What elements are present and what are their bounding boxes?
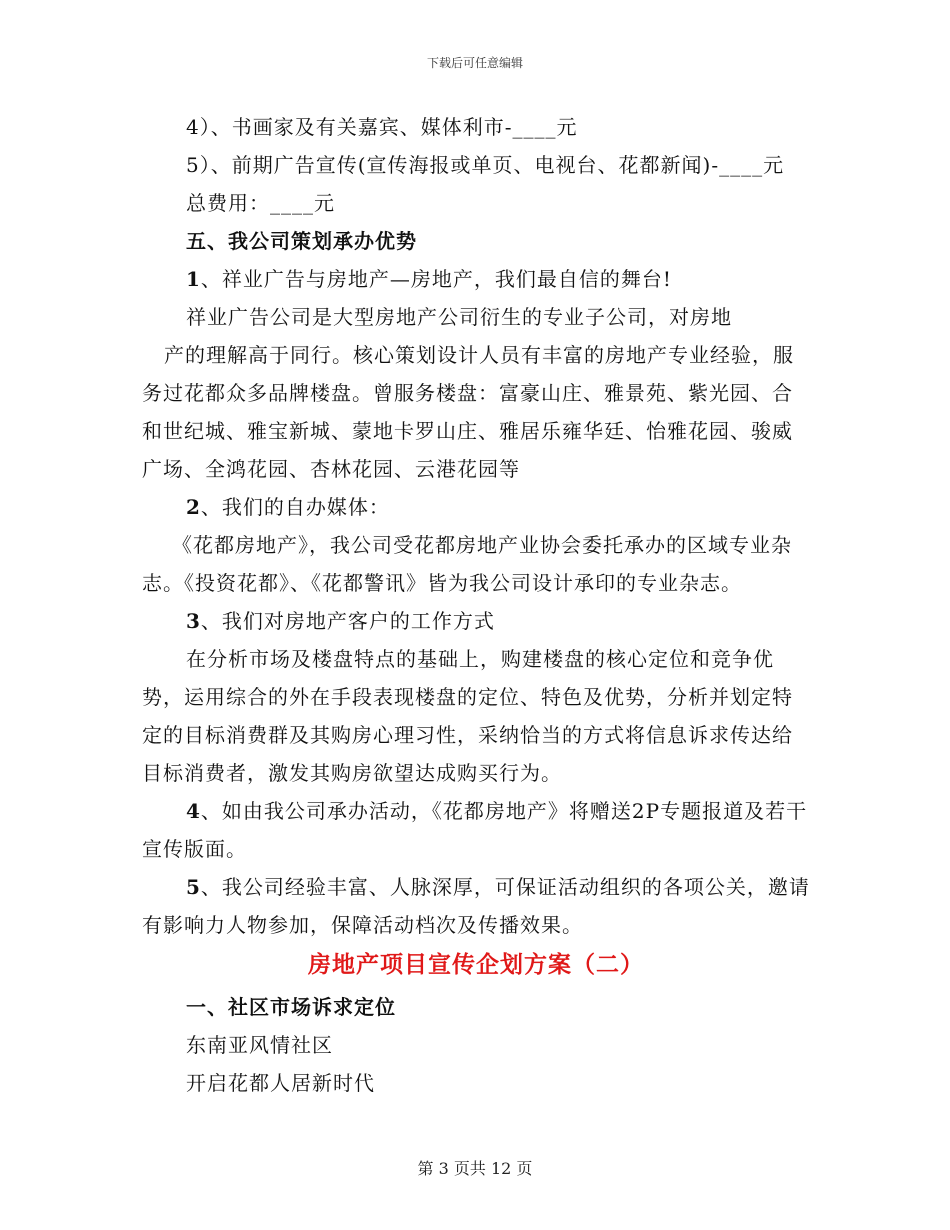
section-5-heading: 五、我公司策划承办优势 [186,229,417,253]
advantage-4-number: 4 [186,799,201,823]
advantage-3-number: 3 [186,609,201,633]
advantage-1-number: 1 [186,267,201,291]
document-body [142,108,810,1102]
advantage-1-text: 、祥业广告与房地产—房地产，我们最自信的舞台! [200,267,672,291]
advantage-2-text: 、我们的自办媒体： [200,495,390,519]
cost-item-4: 4）、书画家及有关嘉宾、媒体利市-____元 [186,115,578,139]
advantage-1-para-line1: 祥业广告公司是大型房地产公司衍生的专业子公司，对房地 [186,305,732,329]
plan-2-title: 房地产项目宣传企划方案（二） [308,951,644,978]
cost-item-5: 5）、前期广告宣传(宣传海报或单页、电视台、花都新闻)-____元 [186,153,785,177]
header-note: 下载后可任意编辑 [426,56,523,70]
advantage-4 [142,792,810,868]
page-footer: 第 3 页共 12 页 [417,1159,533,1178]
advantage-3-para: 在分析市场及楼盘特点的基础上，购建楼盘的核心定位和竞争优势，运用综合的外在手段表现楼盘的定位、特色及优势，分析并划定特定的目标消费群及其购房心理习性，采纳恰当的方式将信息诉求传达给目标消费者，激发其购房欲望达成购买行为。 [142,647,793,785]
plan-2-heading-1: 一、社区市场诉求定位 [186,995,396,1019]
plan-2-line-2: 开启花都人居新时代 [186,1071,375,1095]
advantage-5-text: 、我公司经验丰富、人脉深厚，可保证活动组织的各项公关，邀请有影响力人物参加，保障活动档次及传播效果。 [142,875,810,937]
advantage-5 [142,868,810,944]
plan-2-line-1: 东南亚风情社区 [186,1033,333,1057]
advantage-2-number: 2 [186,495,201,519]
cost-total: 总费用：____元 [186,191,335,215]
advantage-1-para-rest: 产的理解高于同行。核心策划设计人员有丰富的房地产专业经验，服务过花都众多品牌楼盘。曾服务楼盘：富豪山庄、雅景苑、紫光园、合和世纪城、雅宝新城、蒙地卡罗山庄、雅居乐雍华廷、怡雅花园、骏威广场、全鸿花园、杏林花园、云港花园等 [142,343,794,481]
advantage-2-title [142,488,810,526]
advantage-5-number: 5 [186,875,201,899]
advantage-3-text: 、我们对房地产客户的工作方式 [200,609,495,633]
advantage-3-title [142,602,810,640]
advantage-2-para: 《花都房地产》，我公司受花都房地产业协会委托承办的区域专业杂志。《投资花都》、《花都警讯》皆为我公司设计承印的专业杂志。 [142,533,792,595]
advantage-4-text: 、如由我公司承办活动，《花都房地产》将赠送2P专题报道及若干宣传版面。 [142,799,808,861]
advantage-1-title [142,260,810,298]
